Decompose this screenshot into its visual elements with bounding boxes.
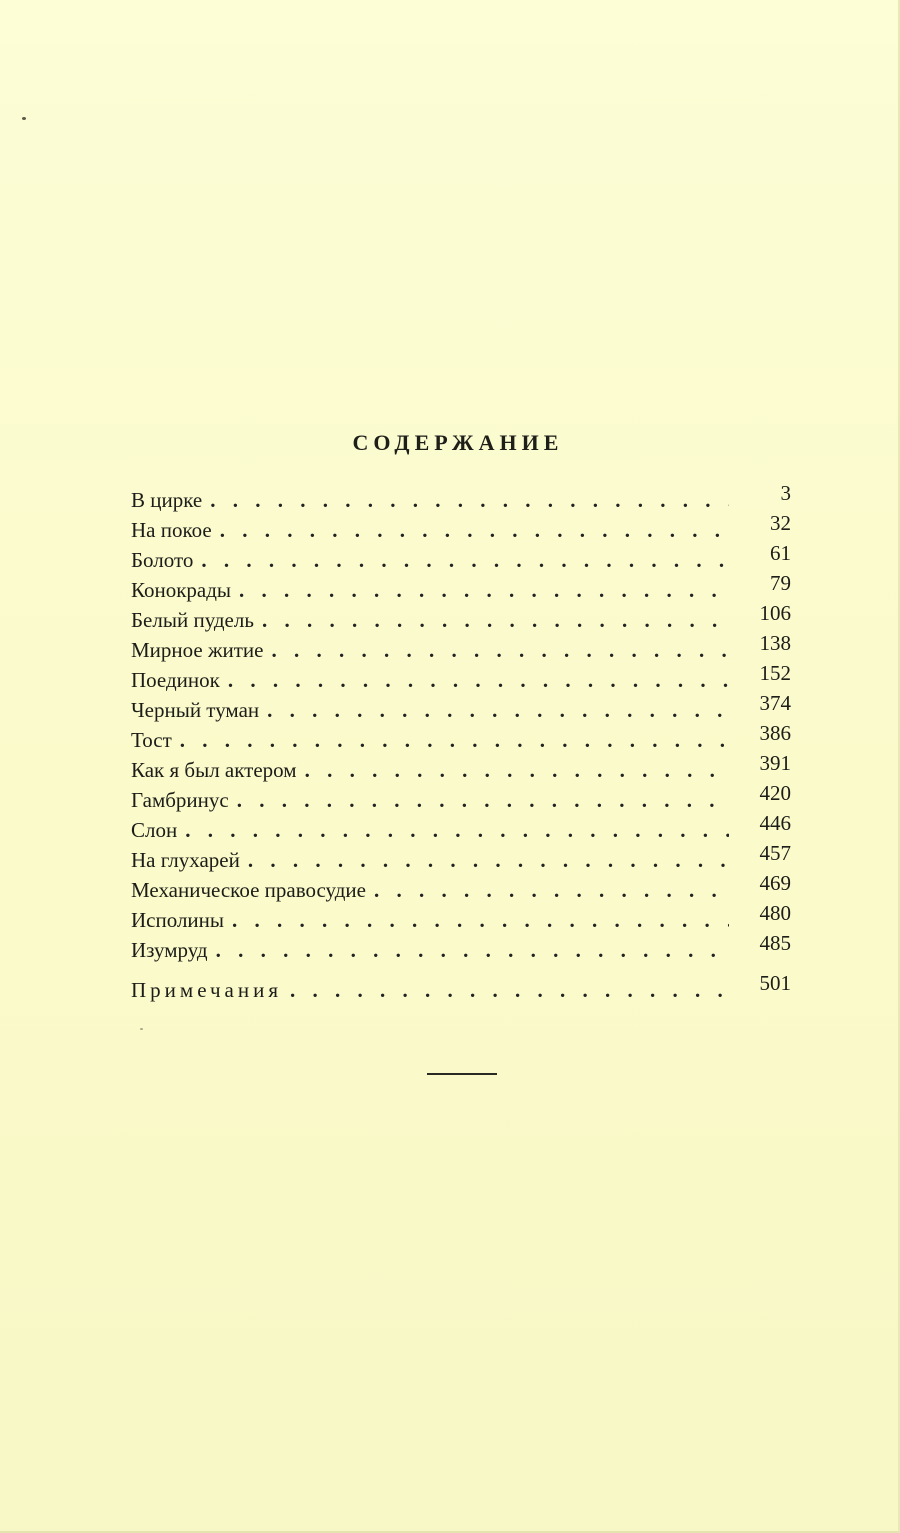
toc-entry-notes[interactable] (131, 971, 791, 1005)
toc-entry-title: Мирное житие (131, 638, 264, 662)
toc-entry-title: На покое (131, 518, 212, 542)
toc-entry[interactable] (131, 901, 791, 935)
toc-entry-title: На глухарей (131, 848, 240, 872)
toc-entry-page: 469 (759, 871, 791, 895)
dot-leader (185, 815, 729, 845)
toc-entry[interactable] (131, 931, 791, 965)
dot-leader (290, 975, 729, 1005)
toc-entry[interactable] (131, 751, 791, 785)
toc-entry-page: 386 (759, 721, 791, 745)
paper-speck (22, 117, 26, 120)
toc-entry-page: 485 (759, 931, 791, 955)
dot-leader (228, 665, 729, 695)
toc-entry-page: 61 (770, 541, 791, 565)
dot-leader (216, 935, 729, 965)
toc-entry-title: Исполины (131, 908, 225, 932)
dot-leader (267, 695, 729, 725)
paper-speck (140, 1028, 143, 1030)
toc-entry[interactable] (131, 511, 791, 545)
toc-entry-page: 138 (759, 631, 791, 655)
toc-entry-title: Как я был актером (131, 758, 297, 782)
dot-leader (305, 755, 729, 785)
toc-entry-page: 3 (780, 481, 791, 505)
toc-entry-title: Изумруд (131, 938, 208, 962)
toc-entry-page: 391 (759, 751, 791, 775)
toc-entry[interactable] (131, 841, 791, 875)
toc-entry[interactable] (131, 661, 791, 695)
dot-leader (237, 785, 729, 815)
toc-entry-title: Поединок (131, 668, 220, 692)
toc-entry-page: 420 (759, 781, 791, 805)
dot-leader (220, 515, 729, 545)
toc-entry-page: 446 (759, 811, 791, 835)
toc-entry-page: 32 (770, 511, 791, 535)
toc-entry-page: 374 (759, 691, 791, 715)
dot-leader (201, 545, 729, 575)
dot-leader (262, 605, 729, 635)
toc-entry-page: 480 (759, 901, 791, 925)
toc-entry[interactable] (131, 811, 791, 845)
dot-leader (248, 845, 729, 875)
toc-entry-page: 106 (759, 601, 791, 625)
toc-entry-title: Черный туман (131, 698, 260, 722)
toc-entry-title: Слон (131, 818, 178, 842)
toc-entry[interactable] (131, 541, 791, 575)
toc-entry-page: 79 (770, 571, 791, 595)
toc-entry[interactable] (131, 601, 791, 635)
toc-entry-title: В цирке (131, 488, 203, 512)
toc-entry-page: 152 (759, 661, 791, 685)
dot-leader (232, 905, 729, 935)
contents-heading: СОДЕРЖАНИЕ (352, 430, 564, 455)
notes-title: Примечания (131, 978, 283, 1002)
toc-entry-title: Механическое правосудие (131, 878, 366, 902)
toc-entry[interactable] (131, 691, 791, 725)
dot-leader (180, 725, 729, 755)
dot-leader (374, 875, 729, 905)
toc-entry-title: Болото (131, 548, 194, 572)
toc-entry-title: Конокрады (131, 578, 232, 602)
dot-leader (271, 635, 729, 665)
notes-page: 501 (759, 971, 791, 995)
toc-entry-page: 457 (759, 841, 791, 865)
dot-leader (210, 485, 729, 515)
toc-entry[interactable] (131, 871, 791, 905)
toc-entry[interactable] (131, 481, 791, 515)
dot-leader (239, 575, 729, 605)
toc-entry-title: Гамбринус (131, 788, 229, 812)
toc-entry[interactable] (131, 571, 791, 605)
toc-entry[interactable] (131, 631, 791, 665)
end-rule (427, 1073, 497, 1075)
table-of-contents (131, 481, 791, 1005)
toc-entry-title: Белый пудель (131, 608, 254, 632)
toc-entry-title: Тост (131, 728, 172, 752)
toc-entry[interactable] (131, 721, 791, 755)
toc-entry[interactable] (131, 781, 791, 815)
